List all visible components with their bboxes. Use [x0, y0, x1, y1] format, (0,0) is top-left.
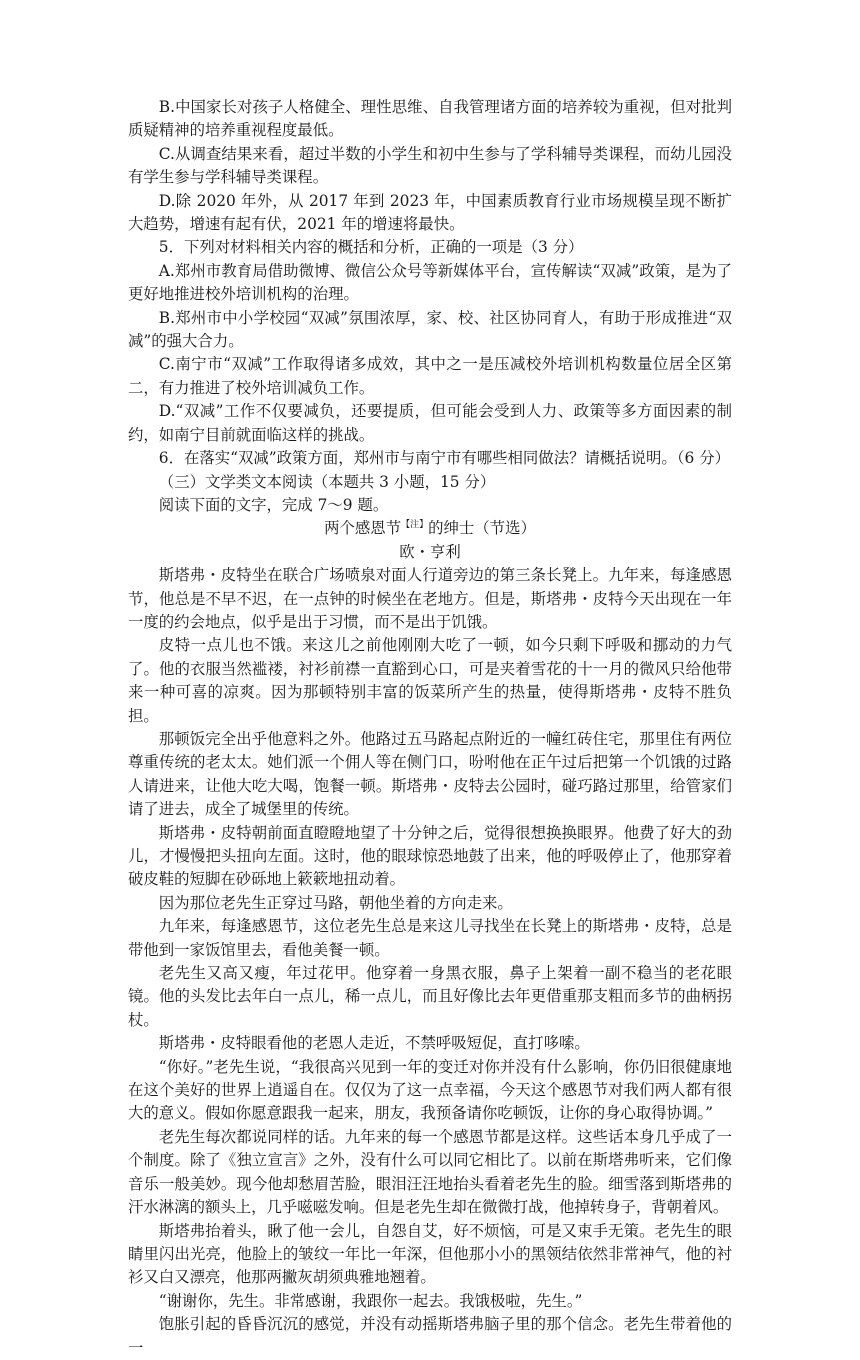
- story-paragraph: 那顿饭完全出乎他意料之外。他路过五马路起点附近的一幢红砖住宅，那里住有两位尊重传统的老太太。她们派一个佣人等在侧门口，吩咐他在正午过后把第一个饥饿的过路人请进来，让他大吃大喝，饱餐一顿。斯塔弗・皮特去公园时，碰巧路过那里，给管家们请了进去，成全了城堡里的传统。: [128, 729, 732, 819]
- story-paragraph: “你好。”老先生说，“我很高兴见到一年的变迁对你并没有什么影响，你仍旧很健康地在这个美好的世界上逍遥自在。仅仅为了这一点幸福，今天这个感恩节对我们两人都有很大的意义。假如你愿意跟我一起来，朋友，我预备请你吃顿饭，让你的身心取得协调。”: [128, 1057, 732, 1123]
- question-6: 6．在落实“双减”政策方面，郑州市与南宁市有哪些相同做法？请概括说明。（6 分）: [158, 449, 730, 468]
- story-title-rest: 的绅士（节选）: [428, 519, 536, 538]
- option-5b: B.郑州市中小学校园“双减”氛围浓厚，家、校、社区协同育人，有助于形成推进“双减”的强大合力。: [128, 308, 732, 351]
- story-paragraph: 饱胀引起的昏昏沉沉的感觉，并没有动摇斯塔弗脑子里的那个信念。老先生带着他的一: [128, 1315, 732, 1357]
- story-paragraph: 斯塔弗・皮特坐在联合广场喷泉对面人行道旁边的第三条长凳上。九年来，每逢感恩节，他总是不早不迟，在一点钟的时候坐在老地方。但是，斯塔弗・皮特今天出现在一年一度的约会地点，似乎是出于习惯，而不是出于饥饿。: [128, 566, 732, 631]
- option-5d: D.“双减”工作不仅要减负，还要提质，但可能会受到人力、政策等多方面因素的制约，如南宁目前就面临这样的挑战。: [128, 402, 732, 444]
- story-paragraph: 斯塔弗抬着头，瞅了他一会儿，自怨自艾，好不烦恼，可是又束手无策。老先生的眼睛里闪出光亮，他脸上的皱纹一年比一年深，但他那小小的黑领结依然非常神气，他的衬衫又白又漂亮，他那两撇灰胡须典雅地翘着。: [128, 1221, 732, 1287]
- story-paragraph: 老先生又高又瘦，年过花甲。他穿着一身黑衣服，鼻子上架着一副不稳当的老花眼镜。他的头发比去年白一点儿，稀一点儿，而且好像比去年更借重那支粗而多节的曲柄拐杖。: [128, 964, 732, 1029]
- story-paragraph: 斯塔弗・皮特朝前面直瞪瞪地望了十分钟之后，觉得很想换换眼界。他费了好大的劲儿，才慢慢把头扭向左面。这时，他的眼球惊恐地鼓了出来，他的呼吸停止了，他那穿着破皮鞋的短脚在砂砾地上簌簌地扭动着。: [128, 823, 732, 889]
- option-5c: C.南宁市“双减”工作取得诸多成效，其中之一是压减校外培训机构数量位居全区第二，有力推进了校外培训减负工作。: [128, 355, 732, 397]
- option-4b: B.中国家长对孩子人格健全、理性思维、自我管理诸方面的培养较为重视，但对批判质疑精神的培养重视程度最低。: [128, 98, 732, 140]
- question-5-stem: 5．下列对材料相关内容的概括和分析，正确的一项是（3 分）: [158, 238, 584, 257]
- story-title: [128, 517, 732, 540]
- section-heading: （三）文学类文本阅读（本题共 3 小题，15 分）: [158, 472, 496, 491]
- story-paragraph: “谢谢你，先生。非常感谢，我跟你一起去。我饿极啦，先生。”: [158, 1291, 583, 1310]
- story-paragraph: 老先生每次都说同样的话。九年来的每一个感恩节都是这样。这些话本身几乎成了一个制度。除了《独立宣言》之外，没有什么可以同它相比了。以前在斯塔弗听来，它们像音乐一般美妙。现今他却愁眉苦脸，眼泪汪汪地抬头看着老先生的脸。细雪落到斯塔弗的汗水淋漓的额头上，几乎嗞嗞发响。但是老先生却在微微打战，他掉转身子，背朝着风。: [128, 1127, 732, 1217]
- reading-instruction: 阅读下面的文字，完成 7～9 题。: [158, 495, 389, 514]
- story-paragraph: 因为那位老先生正穿过马路，朝他坐着的方向走来。: [158, 893, 513, 912]
- option-4d: D.除 2020 年外，从 2017 年到 2023 年，中国素质教育行业市场规模呈现不断扩大趋势，增速有起有伏，2021 年的增速将最快。: [128, 191, 732, 234]
- option-4c: C.从调查结果来看，超过半数的小学生和初中生参与了学科辅导类课程，而幼儿园没有学生参与学科辅导类课程。: [128, 144, 732, 187]
- option-5a: A.郑州市教育局借助微博、微信公众号等新媒体平台，宣传解读“双减”政策，是为了更好地推进校外培训机构的治理。: [128, 261, 732, 304]
- story-paragraph: 九年来，每逢感恩节，这位老先生总是来这儿寻找坐在长凳上的斯塔弗・皮特，总是带他到一家饭馆里去，看他美餐一顿。: [128, 917, 732, 959]
- story-author: 欧・亨利: [399, 542, 461, 561]
- story-paragraph: 斯塔弗・皮特眼看他的老恩人走近，不禁呼吸短促，直打哆嗦。: [158, 1034, 590, 1053]
- story-title-main: 两个感恩节: [324, 519, 402, 538]
- story-paragraph: 皮特一点儿也不饿。来这儿之前他刚刚大吃了一顿，如今只剩下呼吸和挪动的力气了。他的衣服当然褴褛，衬衫前襟一直豁到心口，可是夹着雪花的十一月的微风只给他带来一种可喜的凉爽。因为那顿特别丰富的饭菜所产生的热量，使得斯塔弗・皮特不胜负担。: [128, 636, 732, 725]
- story-title-note: 【注】: [401, 520, 429, 531]
